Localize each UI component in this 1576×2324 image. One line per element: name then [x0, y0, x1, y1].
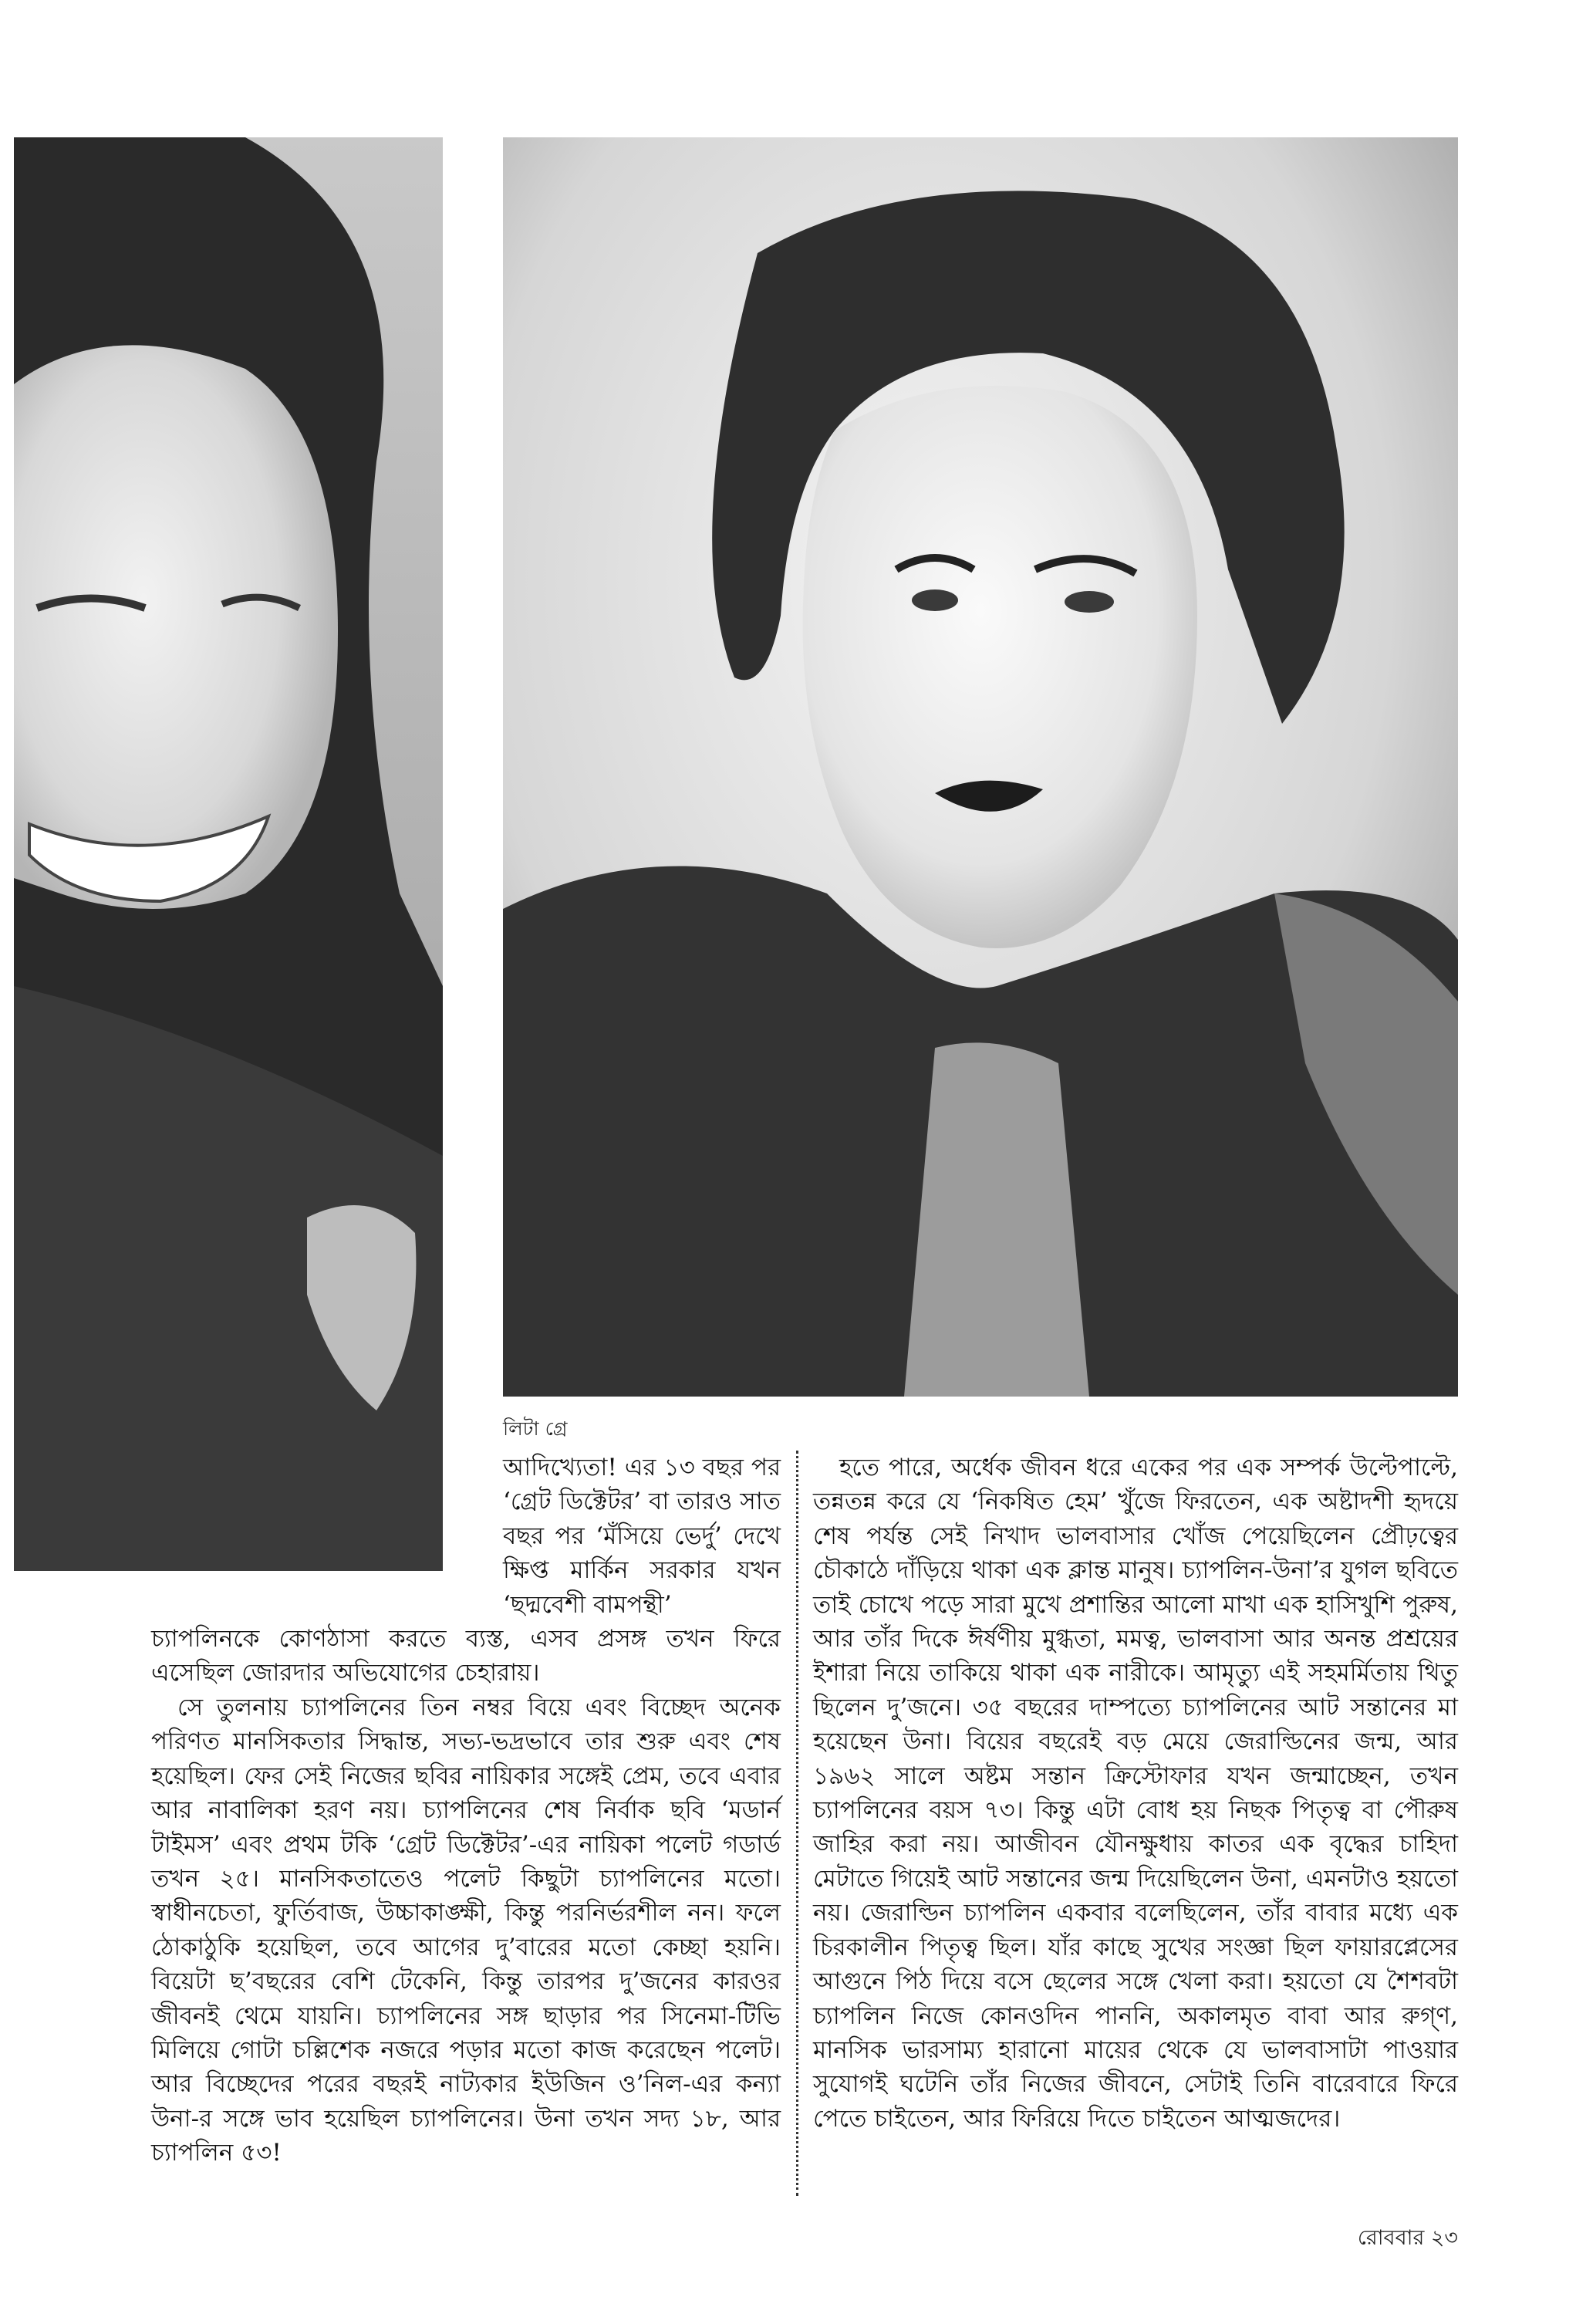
article-lead-paragraph: আদিখ্যেতা! এর ১৩ বছর পর ‘গ্রেট ডিক্টেটর’ বা তারও সাত বছর পর ‘মঁসিয়ে ভের্দু’ দেখে ক্ষিপ্ত মার্কিন সরকার যখন ‘ছদ্মবেশী বামপন্থী’ — [503, 1454, 781, 1619]
lita-grey-photo — [503, 137, 1458, 1397]
photo-caption: লিটা গ্রে — [503, 1417, 568, 1440]
article-second-text: সে তুলনায় চ্যাপলিনের তিন নম্বর বিয়ে এবং বিচ্ছেদ অনেক পরিণত মানসিকতার সিদ্ধান্ত, সভ্য-ভদ্রভাবে তার শুরু এবং শেষ হয়েছিল। ফের সেই নিজের ছবির নায়িকার সঙ্গেই প্রেম, তবে এবার আর নাবালিকা হরণ নয়। চ্যাপলিনের শেষ নির্বাক ছবি ‘মডার্ন টাইমস’ এবং প্রথম টকি ‘গ্রেট ডিক্টেটর’-এর নায়িকা পলেট গডার্ড তখন ২৫। মানসিকতাতেও পলেট কিছুটা চ্যাপলিনের মতো। স্বাধীনচেতা, ফুর্তিবাজ, উচ্চাকাঙ্ক্ষী, কিন্তু পরনির্ভরশীল নন। ফলে ঠোকাঠুকি হয়েছিল, তবে আগের দু’বারের মতো কেচ্ছা হয়নি। বিয়েটা ছ’বছরের বেশি টেকেনি, কিন্তু তারপর দু’জনের কারওর জীবনই থেমে যায়নি। চ্যাপলিনের সঙ্গ ছাড়ার পর সিনেমা-টিভি মিলিয়ে গোটা চল্লিশেক নজরে পড়ার মতো কাজ করেছেন পলেট। আর বিচ্ছেদের পরের বছরই নাট্যকার ইউজিন ও’নিল-এর কন্যা উনা-র সঙ্গে ভাব হয়েছিল চ্যাপলিনের। উনা তখন সদ্য ১৮, আর চ্যাপলিন ৫৩! — [151, 1694, 781, 2167]
article-right-column — [813, 1451, 1458, 2136]
article-second-paragraph — [151, 1691, 781, 2170]
article-lead-continued: চ্যাপলিনকে কোণঠাসা করতে ব্যস্ত, এসব প্রসঙ্গ তখন ফিরে এসেছিল জোরদার অভিযোগের চেহারায়। — [151, 1625, 781, 1687]
column-divider — [796, 1451, 798, 2196]
page-folio: রোববার ২৩ — [1357, 2226, 1458, 2250]
article-right-text: হতে পারে, অর্ধেক জীবন ধরে একের পর এক সম্পর্ক উল্টেপাল্টে, তন্নতন্ন করে যে ‘নিকষিত হেম’ খুঁজে ফিরতেন, এক অষ্টাদশী হৃদয়ে শেষ পর্যন্ত সেই নিখাদ ভালবাসার খোঁজ পেয়েছিলেন প্রৌঢ়ত্বের চৌকাঠে দাঁড়িয়ে থাকা এক ক্লান্ত মানুষ। চ্যাপলিন-উনা’র যুগল ছবিতে তাই চোখে পড়ে সারা মুখে প্রশান্তির আলো মাখা এক হাসিখুশি পুরুষ, আর তাঁর দিকে ঈর্ষণীয় মুগ্ধতা, মমত্ব, ভালবাসা আর অনন্ত প্রশ্রয়ের ইশারা নিয়ে তাকিয়ে থাকা এক নারীকে। আমৃত্যু এই সহমর্মিতায় থিতু ছিলেন দু’জনে। ৩৫ বছরের দাম্পত্যে চ্যাপলিনের আট সন্তানের মা হয়েছেন উনা। বিয়ের বছরেই বড় মেয়ে জেরাল্ডিনের জন্ম, আর ১৯৬২ সালে অষ্টম সন্তান ক্রিস্টোফার যখন জন্মাচ্ছেন, তখন চ্যাপলিনের বয়স ৭৩। কিন্তু এটা বোধ হয় নিছক পিতৃত্ব বা পৌরুষ জাহির করা নয়। আজীবন যৌনক্ষুধায় কাতর এক বৃদ্ধের চাহিদা মেটাতে গিয়েই আট সন্তানের জন্ম দিয়েছিলেন উনা, এমনটাও হয়তো নয়। জেরাল্ডিন চ্যাপলিন একবার বলেছিলেন, তাঁর বাবার মধ্যে এক চিরকালীন পিতৃত্ব ছিল। যাঁর কাছে সুখের সংজ্ঞা ছিল ফায়ারপ্লেসের আগুনে পিঠ দিয়ে বসে ছেলের সঙ্গে খেলা করা। হয়তো যে শৈশবটা চ্যাপলিন নিজে কোনওদিন পাননি, অকালমৃত বাবা আর রুগ্ণ, মানসিক ভারসাম্য হারানো মায়ের থেকে যে ভালবাসাটা পাওয়ার সুযোগই ঘটেনি তাঁর নিজের জীবনে, সেটাই তিনি বারেবারে ফিরে পেতে চাইতেন, আর ফিরিয়ে দিতে চাইতেন আত্মজদের। — [813, 1454, 1458, 2133]
portrait-photo-left — [14, 137, 443, 1571]
smiling-woman-photo — [14, 137, 443, 1571]
portrait-photo-right — [503, 137, 1458, 1397]
